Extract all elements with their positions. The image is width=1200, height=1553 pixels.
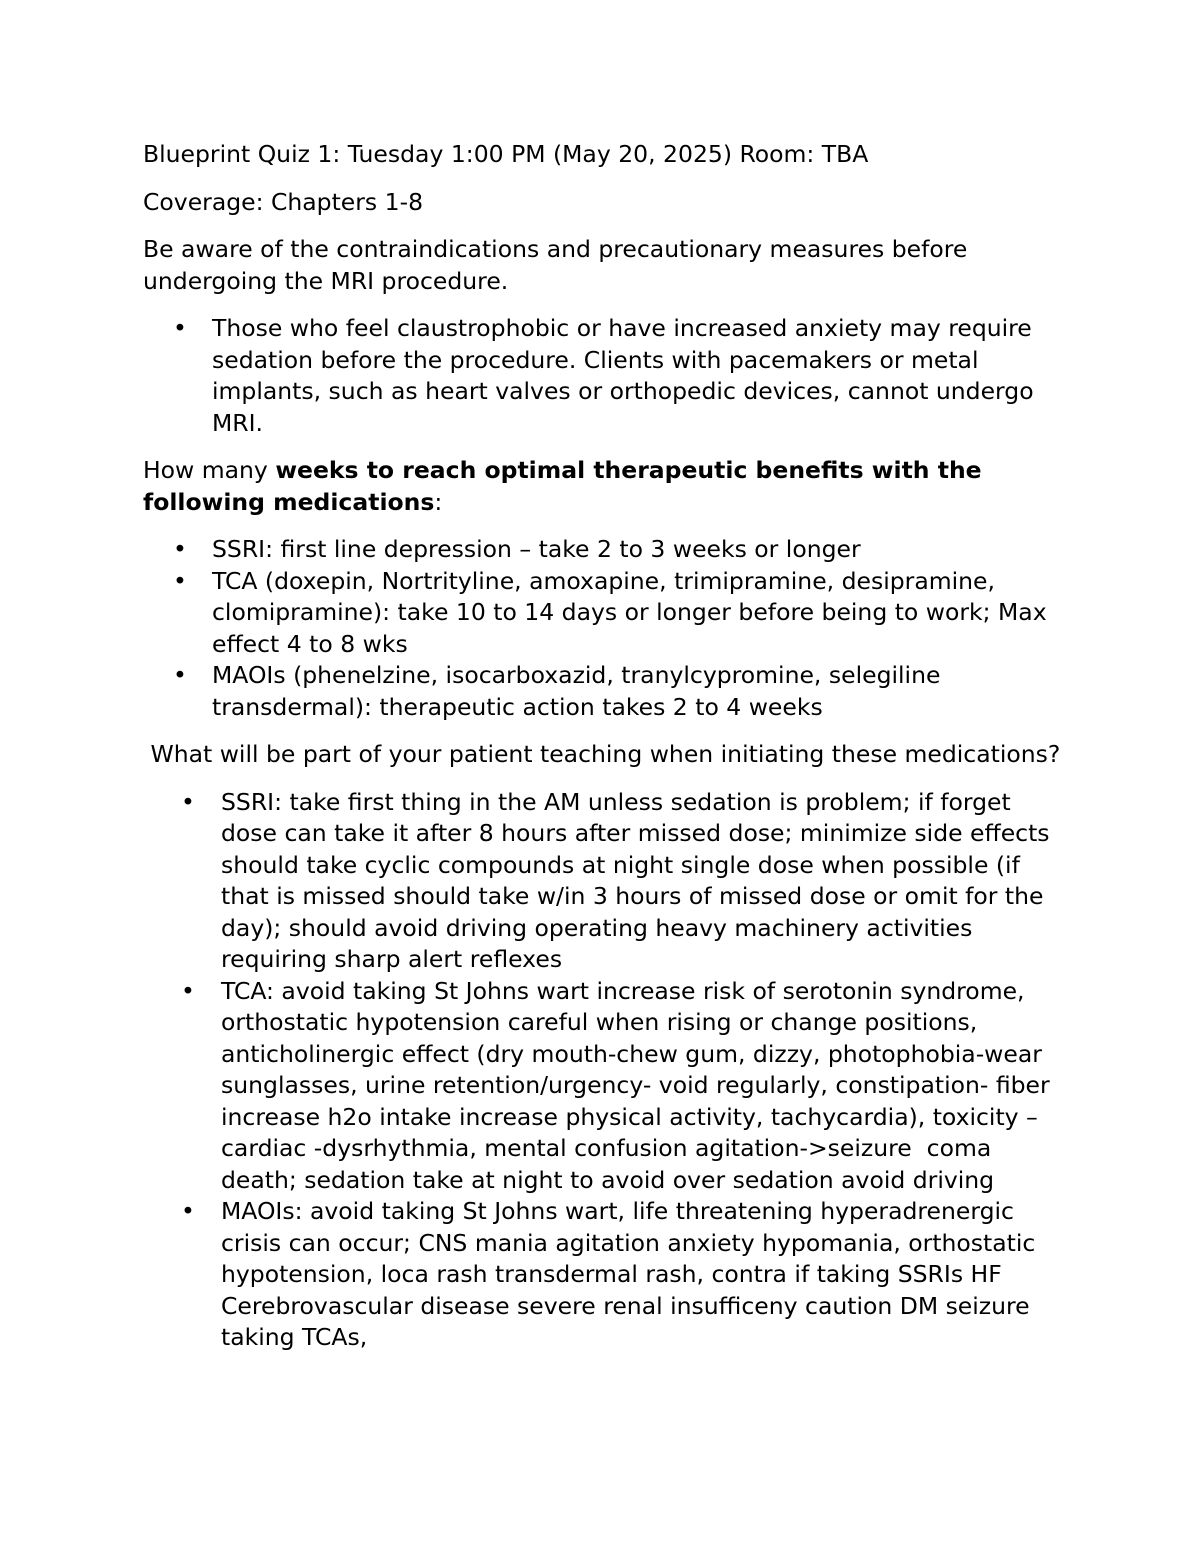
- list-item-text: TCA: avoid taking St Johns wart increase risk of serotonin syndrome, orthostatic hypotension careful when rising or change positions, anticholinergic effect (dry mouth-chew gum, dizzy, photophobia-wear sunglasses, urine retention/urgency- void regularly, constipation- fiber increase h2o intake increase physical activity, tachycardia), toxicity – cardiac -dysrhythmia, mental confusion agitation->seizure coma death; sedation take at night to avoid over sedation avoid driving: [221, 976, 1058, 1194]
- list-item: [143, 534, 1073, 566]
- bullet-icon: •: [173, 314, 187, 342]
- weeks-list: [143, 534, 1073, 723]
- teaching-list: [143, 787, 1073, 1354]
- weeks-question: [143, 455, 1073, 518]
- weeks-question-emphasis: weeks to reach optimal therapeutic benefits with the following medications: [143, 456, 982, 516]
- bullet-icon: •: [181, 1197, 195, 1225]
- list-item-text: Those who feel claustrophobic or have increased anxiety may require sedation before the procedure. Clients with pacemakers or metal implants, such as heart valves or orthopedic devices, cannot undergo MRI.: [212, 314, 1034, 437]
- list-item: [143, 976, 1073, 1197]
- list-item: [143, 660, 1073, 723]
- list-item: [143, 566, 1073, 661]
- list-item: [143, 787, 1073, 976]
- bullet-icon: •: [173, 566, 187, 595]
- bullet-icon: •: [181, 787, 195, 816]
- teaching-question: [143, 739, 1073, 771]
- weeks-question-suffix: :: [434, 487, 443, 516]
- bullet-icon: •: [173, 661, 187, 689]
- document-page: [143, 139, 1073, 1370]
- teaching-question-text: What will be part of your patient teaching when initiating these medications?: [143, 740, 1061, 768]
- list-item-text: TCA (doxepin, Nortrityline, amoxapine, trimipramine, desipramine, clomipramine): take 10 to 14 days or longer before being to work; Max effect 4 to 8 wks: [212, 566, 1047, 658]
- mri-intro: Be aware of the contraindications and precautionary measures before undergoing the MRI procedure.: [143, 235, 968, 295]
- coverage-line: Coverage: Chapters 1-8: [143, 187, 424, 216]
- list-item: [143, 313, 1073, 439]
- bullet-icon: •: [181, 976, 195, 1005]
- list-item-text: MAOIs: avoid taking St Johns wart, life threatening hyperadrenergic crisis can occur; CNS mania agitation anxiety hypomania, orthostatic hypotension, loca rash transdermal rash, contra if taking SSRIs HF Cerebrovascular disease severe renal insufficeny caution DM seizure taking TCAs,: [221, 1197, 1036, 1351]
- list-item-text: MAOIs (phenelzine, isocarboxazid, tranylcypromine, selegiline transdermal): therapeutic action takes 2 to 4 weeks: [212, 661, 941, 721]
- weeks-question-prefix: How many: [143, 456, 276, 484]
- list-item-text: SSRI: first line depression – take 2 to 3 weeks or longer: [212, 535, 861, 563]
- mri-list: [143, 313, 1073, 439]
- list-item: [143, 1196, 1073, 1354]
- list-item-text: SSRI: take first thing in the AM unless sedation is problem; if forget dose can take it after 8 hours after missed dose; minimize side effects should take cyclic compounds at night single dose when possible (if that is missed should take w/in 3 hours of missed dose or omit for the day); should avoid driving operating heavy machinery activities requiring sharp alert reflexes: [221, 787, 1050, 973]
- bullet-icon: •: [173, 535, 187, 563]
- quiz-title: Blueprint Quiz 1: Tuesday 1:00 PM (May 20, 2025) Room: TBA: [143, 140, 869, 168]
